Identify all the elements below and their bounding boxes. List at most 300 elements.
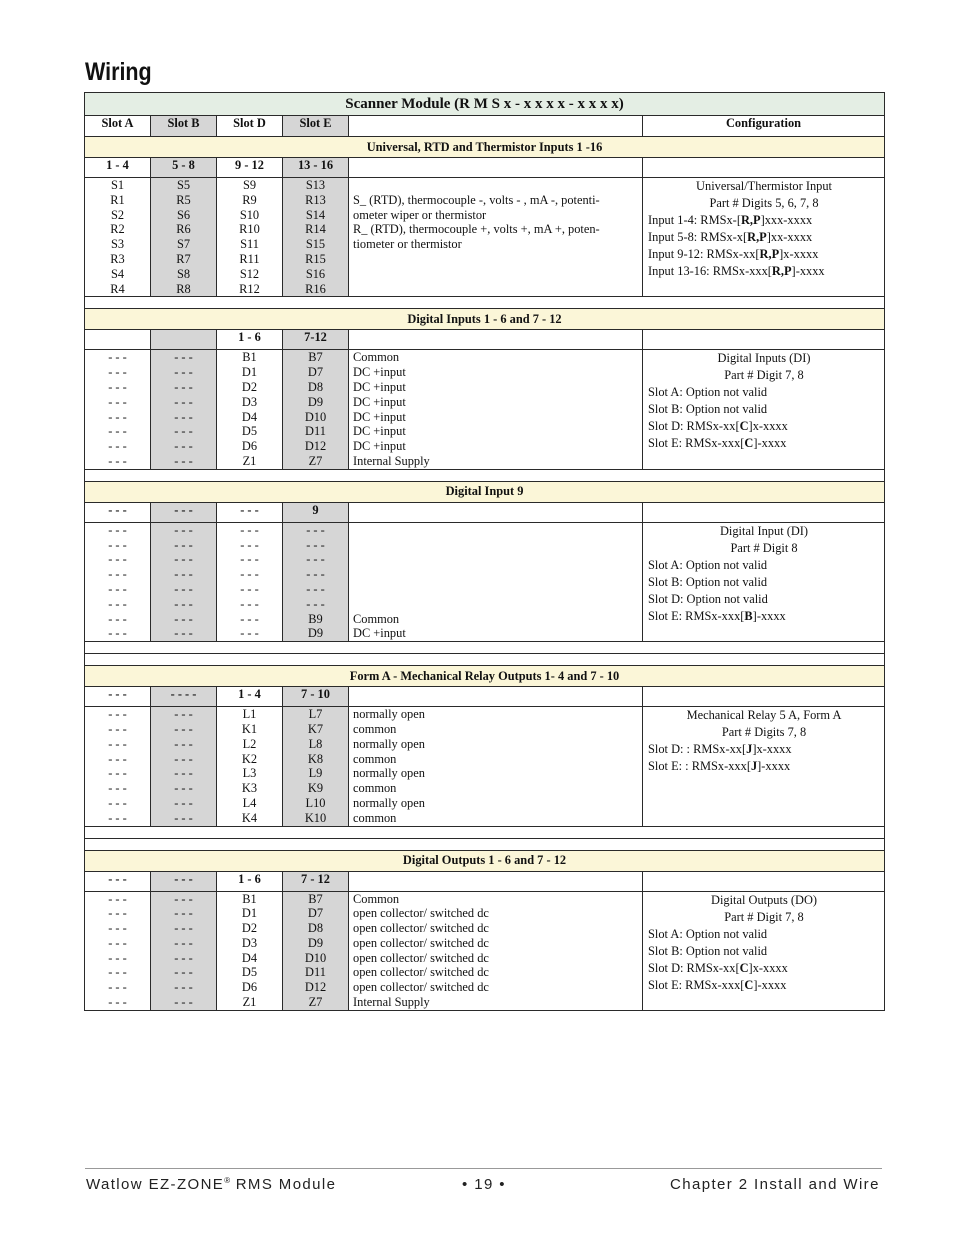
terminal-list [151,891,217,1010]
description-line: tiometer or thermistor [353,237,462,252]
terminal-label: - - - [174,721,193,736]
section-subheader-row [85,330,885,350]
terminal-label: L1 [242,707,257,722]
terminal-label: S8 [176,266,191,281]
section-title: Digital Outputs 1 - 6 and 7 - 12 [85,850,885,871]
footer-product-name: Watlow EZ-ZONE [86,1176,225,1193]
terminal-label: R9 [242,192,257,207]
section-title: Digital Input 9 [85,481,885,502]
terminal-label: S5 [176,178,191,192]
spacer-row [85,469,885,481]
terminal-list [283,707,349,826]
module-title: Scanner Module (R M S x - x x x x - x x x x) [85,93,885,116]
terminal-label: - - - [174,379,193,394]
footer-product [86,1176,336,1193]
configuration-heading: Part # Digits 5, 6, 7, 8 [709,196,819,210]
terminal-label: D6 [241,980,258,995]
terminal-label: - - - [174,626,193,641]
terminal-label: - - - [108,965,127,980]
terminal-label: - - - [174,980,193,995]
section-title: Universal, RTD and Thermistor Inputs 1 -16 [85,137,885,158]
blank-line [353,178,638,193]
terminal-label: - - - [174,707,193,722]
terminal-label: D11 [305,965,326,980]
description-line: DC +input [353,379,406,394]
terminal-label: B1 [242,350,257,365]
blank-cell [643,871,885,891]
description-line: DC +input [353,626,406,641]
terminal-list [85,350,151,469]
terminal-label: D12 [304,980,327,995]
terminal-list [217,350,283,469]
terminal-label: R6 [176,222,191,237]
spacer-cell [85,838,885,850]
terminal-label: - - - [108,795,127,810]
terminal-label: - - - [174,350,193,365]
terminal-label: D1 [241,365,258,380]
configuration-heading: Digital Outputs (DO) [711,892,818,907]
terminal-list [85,522,151,641]
terminal-label: R10 [239,222,260,237]
terminal-label: - - - [174,522,193,537]
terminal-range: 9 [283,502,349,522]
section-subheader-row [85,871,885,891]
blank-line [353,582,638,597]
configuration-info [643,522,885,641]
terminal-list [217,522,283,641]
terminal-label: L4 [242,795,257,810]
terminal-label: B1 [242,891,257,906]
description-line: Common [353,891,400,906]
terminal-list [85,891,151,1010]
configuration-heading: Mechanical Relay 5 A, Form A [686,708,842,723]
configuration-info [643,891,885,1010]
section-data-row [85,891,885,1010]
option-code: R,P [771,264,792,278]
terminal-label: - - - [174,439,193,454]
terminal-label: - - - [174,409,193,424]
terminal-label: - - - [108,567,127,582]
terminal-label: - - - [174,394,193,409]
option-code: C [744,436,754,451]
terminal-list [283,178,349,297]
section-title: Digital Inputs 1 - 6 and 7 - 12 [85,309,885,330]
terminal-list [85,707,151,826]
option-code: B [744,608,753,623]
terminal-range: 9 - 12 [217,158,283,178]
terminal-label: R11 [239,251,260,266]
terminal-label: - - - [108,935,127,950]
terminal-label: - - - [174,950,193,965]
terminal-label: - - - [108,394,127,409]
terminal-range: - - - [85,687,151,707]
terminal-label: D4 [241,950,258,965]
description-line: DC +input [353,439,406,454]
page-number: • 19 • [462,1176,506,1193]
terminal-range: 1 - 4 [217,687,283,707]
section-subheader-row [85,158,885,178]
configuration-line: Input 9-12: RMSx-xx[R,P]x-xxxx [648,247,819,261]
terminal-label: - - - [108,995,127,1010]
terminal-label: - - - [174,781,193,796]
terminal-label: - - - [108,596,127,611]
terminal-label: - - - [240,611,259,626]
terminal-label: R5 [176,192,191,207]
terminal-list [151,178,217,297]
terminal-label: S6 [176,207,191,222]
terminal-range: 5 - 8 [151,158,217,178]
section-data-row [85,522,885,641]
terminal-label: S11 [240,237,259,252]
description-line: common [353,781,397,796]
section-data-row [85,350,885,469]
description-line: Internal Supply [353,995,430,1010]
terminal-label: - - - [108,537,127,552]
description-line: normally open [353,795,425,810]
terminal-label: - - - [108,379,127,394]
description-line: open collector/ switched dc [353,965,489,980]
column-header-row [85,116,885,137]
description-line: DC +input [353,365,406,380]
spacer-row [85,838,885,850]
configuration-line: Slot D: RMSx-xx[C]x-xxxx [648,960,788,975]
terminal-range: 7 - 10 [283,687,349,707]
terminal-label: - - - [174,611,193,626]
terminal-label: - - - [108,626,127,641]
spacer-cell [85,297,885,309]
terminal-label: K10 [304,810,327,825]
terminal-list [283,522,349,641]
terminal-label: - - - [174,537,193,552]
terminal-label: - - - [108,707,127,722]
terminal-label: B7 [308,350,323,365]
terminal-label: - - - [108,950,127,965]
spacer-cell [85,642,885,654]
terminal-label: D12 [304,439,327,454]
description-line: open collector/ switched dc [353,950,489,965]
terminal-label: R13 [305,192,326,207]
terminal-label: - - - [174,453,193,468]
terminal-label: - - - [108,891,127,906]
spacer-cell [85,469,885,481]
terminal-range: - - - [151,871,217,891]
configuration-line: Slot B: Option not valid [648,574,768,589]
terminal-label: - - - [174,795,193,810]
terminal-label: - - - [174,965,193,980]
terminal-label: - - - [108,736,127,751]
wiring-table [84,92,885,1011]
terminal-label: L2 [242,736,257,751]
terminal-label: D9 [307,394,324,409]
configuration-line: Input 13-16: RMSx-xxx[R,P]-xxxx [648,264,825,278]
section-title-row [85,137,885,158]
module-header-row [85,93,885,116]
terminal-label: - - - [174,921,193,936]
terminal-label: K2 [241,751,258,766]
terminal-label: - - - [174,596,193,611]
terminal-label: R16 [305,281,326,296]
option-code: C [739,960,749,975]
terminal-label: - - - [108,781,127,796]
terminal-label: D4 [241,409,258,424]
configuration-heading: Part # Digit 7, 8 [724,368,804,383]
terminal-label: - - - [306,522,325,537]
description-line: common [353,721,397,736]
section-title-row [85,481,885,502]
terminal-label: B7 [308,891,323,906]
option-code: J [746,742,753,757]
terminal-range [151,330,217,350]
page-title: Wiring [85,58,152,86]
terminal-label: - - - [108,810,127,825]
blank-cell [643,687,885,707]
terminal-label: D3 [241,394,258,409]
terminal-label: - - - [240,567,259,582]
description-line: DC +input [353,424,406,439]
terminal-label: - - - [108,906,127,921]
terminal-label: Z7 [308,995,323,1010]
terminal-label: D1 [241,906,258,921]
description-line: Internal Supply [353,453,430,468]
terminal-label: - - - [240,552,259,567]
terminal-label: - - - [108,721,127,736]
terminal-label: - - - [306,567,325,582]
blank-cell [349,330,643,350]
description-line: common [353,751,397,766]
terminal-label: S15 [305,237,326,252]
terminal-label: K3 [241,781,258,796]
terminal-label: S10 [239,207,260,222]
terminal-list [151,522,217,641]
terminal-label: Z1 [242,453,257,468]
terminal-label: D11 [305,424,326,439]
configuration-line: Slot B: Option not valid [648,943,768,958]
terminal-label: - - - [174,751,193,766]
terminal-range [85,330,151,350]
terminal-label: R2 [110,222,125,237]
spacer-row [85,826,885,838]
col-slot-a: Slot A [85,116,151,137]
terminal-label: - - - [174,424,193,439]
description-line: normally open [353,736,425,751]
description-line: normally open [353,766,425,781]
configuration-heading: Part # Digits 7, 8 [721,725,807,740]
spacer-row [85,654,885,666]
terminal-label: - - - [108,453,127,468]
section-title-row [85,850,885,871]
terminal-label: - - - [108,766,127,781]
description-line: ometer wiper or thermistor [353,207,487,222]
configuration-line: Input 1-4: RMSx-[R,P]xxx-xxxx [648,213,813,227]
terminal-list [283,891,349,1010]
option-code: R,P [747,230,767,244]
configuration-heading: Digital Input (DI) [719,523,809,538]
terminal-label: - - - [174,365,193,380]
terminal-label: - - - [108,522,127,537]
terminal-label: R8 [176,281,191,296]
terminal-label: - - - [108,439,127,454]
option-code: J [750,759,758,774]
terminal-label: - - - [108,350,127,365]
blank-line [353,523,638,538]
option-code: C [744,977,754,992]
terminal-label: K4 [241,810,258,825]
terminal-label: - - - [108,921,127,936]
terminal-label: - - - [306,537,325,552]
terminal-label: L10 [305,795,326,810]
terminal-label: R3 [110,251,125,266]
terminal-label: S3 [110,237,125,252]
section-data-row [85,178,885,297]
terminal-label: - - - [174,581,193,596]
terminal-label: - - - [174,995,193,1010]
description-line: Common [353,350,400,365]
col-slot-e: Slot E [283,116,349,137]
blank-cell [643,158,885,178]
configuration-info [643,707,885,826]
configuration-line: Slot A: Option not valid [648,385,768,400]
terminal-label: S1 [110,178,125,192]
section-title-row [85,309,885,330]
section-subheader-row [85,687,885,707]
terminal-label: L8 [308,736,323,751]
footer-rule [85,1168,882,1169]
spacer-cell [85,826,885,838]
description-line: S_ (RTD), thermocouple -, volts - , mA -, potenti- [353,192,600,207]
blank-line [353,597,638,612]
terminal-label: - - - [306,581,325,596]
configuration-line: Slot E: RMSx-xxx[C]-xxxx [648,977,787,992]
terminal-label: K7 [307,721,324,736]
section-title-row [85,666,885,687]
option-code: R,P [740,213,761,227]
terminal-range: 1 - 6 [217,871,283,891]
description-line: open collector/ switched dc [353,935,489,950]
terminal-description [349,178,643,297]
terminal-range: 1 - 6 [217,330,283,350]
terminal-description [349,891,643,1010]
blank-cell [643,330,885,350]
terminal-label: D10 [304,950,327,965]
terminal-range: 13 - 16 [283,158,349,178]
terminal-label: D2 [241,921,258,936]
terminal-list [283,350,349,469]
configuration-line: Slot E: : RMSx-xxx[J]-xxxx [648,759,791,774]
description-line: common [353,810,397,825]
terminal-label: - - - [174,906,193,921]
configuration-line: Slot D: : RMSx-xx[J]x-xxxx [648,742,792,757]
terminal-label: D3 [241,935,258,950]
terminal-label: L9 [308,766,323,781]
configuration-heading: Digital Inputs (DI) [717,351,811,366]
terminal-label: - - - [240,596,259,611]
terminal-label: S4 [110,266,125,281]
configuration-line: Slot E: RMSx-xxx[C]-xxxx [648,436,787,451]
terminal-label: S16 [305,266,326,281]
terminal-label: - - - [108,409,127,424]
blank-cell [349,871,643,891]
terminal-range: - - - [85,871,151,891]
terminal-label: - - - [306,552,325,567]
terminal-label: - - - [306,596,325,611]
terminal-label: B9 [308,611,323,626]
configuration-line: Slot D: Option not valid [648,591,768,606]
option-code: R,P [759,247,780,261]
terminal-range: 7 - 12 [283,871,349,891]
terminal-list [151,707,217,826]
configuration-heading: Universal/Thermistor Input [696,179,832,193]
description-line: DC +input [353,409,406,424]
terminal-label: - - - [240,537,259,552]
terminal-label: - - - [108,365,127,380]
terminal-label: R1 [110,192,125,207]
description-line: DC +input [353,394,406,409]
terminal-label: - - - [108,751,127,766]
terminal-label: D7 [307,906,324,921]
configuration-info [643,350,885,469]
configuration-line: Input 5-8: RMSx-x[R,P]xx-xxxx [648,230,813,244]
terminal-label: K8 [307,751,324,766]
terminal-label: R12 [239,281,260,296]
configuration-info [643,178,885,297]
terminal-label: - - - [174,736,193,751]
terminal-label: R4 [110,281,125,296]
description-line: open collector/ switched dc [353,980,489,995]
terminal-label: L3 [242,766,257,781]
description-line: open collector/ switched dc [353,921,489,936]
section-subheader-row [85,502,885,522]
terminal-label: - - - [108,424,127,439]
configuration-line: Slot E: RMSx-xxx[B]-xxxx [648,608,786,623]
terminal-label: D8 [307,379,324,394]
terminal-label: D7 [307,365,324,380]
blank-line [353,538,638,553]
terminal-label: - - - [108,581,127,596]
terminal-label: D9 [307,935,324,950]
terminal-label: K1 [241,721,258,736]
configuration-heading: Part # Digit 8 [730,540,798,555]
terminal-label: D8 [307,921,324,936]
blank-cell [349,158,643,178]
configuration-line: Slot A: Option not valid [648,926,768,941]
terminal-label: Z7 [308,453,323,468]
terminal-label: K9 [307,781,324,796]
col-configuration: Configuration [643,116,885,137]
terminal-label: S14 [305,207,326,222]
description-line: open collector/ switched dc [353,906,489,921]
footer-chapter: Chapter 2 Install and Wire [670,1176,880,1193]
terminal-list [151,350,217,469]
blank-line [353,552,638,567]
terminal-range: - - - - [151,687,217,707]
configuration-heading: Part # Digit 7, 8 [724,909,804,924]
terminal-range: - - - [85,502,151,522]
terminal-list [217,178,283,297]
terminal-label: - - - [240,581,259,596]
terminal-label: - - - [174,766,193,781]
blank-cell [349,502,643,522]
terminal-label: S13 [305,178,326,192]
terminal-label: D5 [241,965,258,980]
description-line: Common [353,611,400,626]
terminal-range: - - - [151,502,217,522]
configuration-line: Slot A: Option not valid [648,557,768,572]
col-description [349,116,643,137]
col-slot-d: Slot D [217,116,283,137]
configuration-line: Slot B: Option not valid [648,402,768,417]
section-data-row [85,707,885,826]
terminal-label: - - - [240,522,259,537]
